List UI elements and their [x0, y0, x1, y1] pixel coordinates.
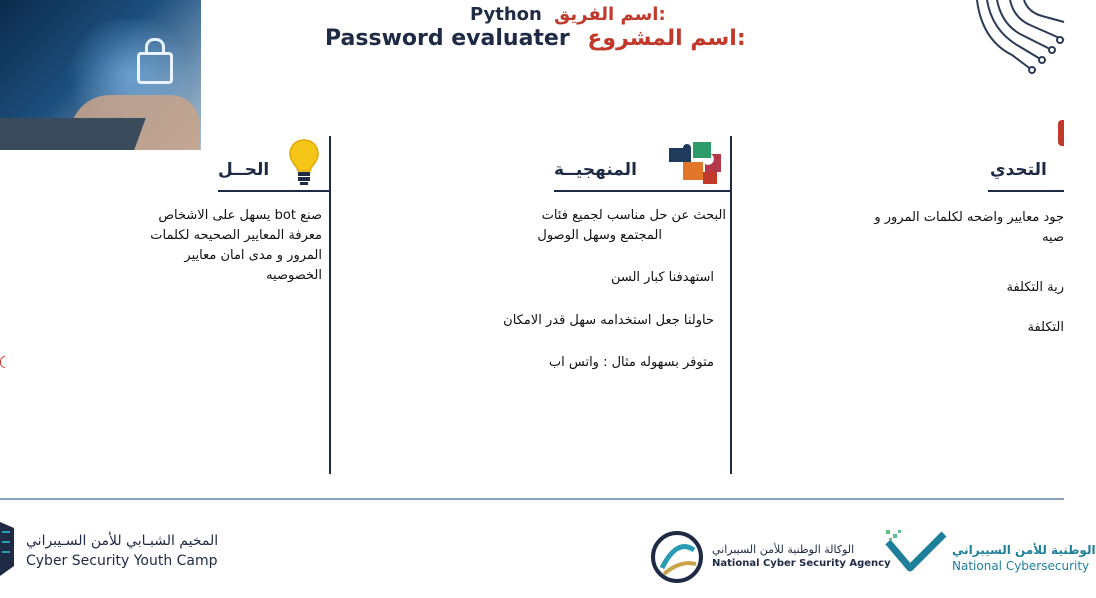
solution-line: صنع bot يسهل على الاشخاص — [158, 208, 322, 223]
methodology-line: استهدفنا كبار السن — [610, 270, 714, 285]
circuit-decoration — [972, 0, 1064, 80]
methodology-line: حاولنا جعل استخدامه سهل قدر الامكان — [503, 313, 714, 328]
edge-mark — [0, 356, 5, 368]
solution-underline — [218, 190, 330, 192]
methodology-divider — [730, 136, 732, 474]
team-label: اسم الفريق: — [554, 4, 666, 25]
lock-icon — [137, 52, 173, 84]
agency-name-ar: الوكالة الوطنية للأمن السيبراني — [712, 543, 855, 556]
solution-text — [120, 206, 322, 286]
project-value: Password evaluater — [325, 26, 570, 51]
challenge-text — [860, 208, 1064, 338]
challenge-title: التحدي — [990, 160, 1047, 180]
puzzle-icon — [665, 140, 723, 188]
methodology-line: متوفر بسهوله مثال : واتس اب — [548, 355, 714, 370]
solution-line: الخصوصيه — [266, 268, 322, 283]
solution-divider — [329, 136, 331, 474]
methodology-line: المجتمع وسهل الوصول — [537, 228, 662, 243]
camp-logo-icon — [0, 518, 16, 580]
authority-logo-icon — [884, 528, 948, 574]
agency-name-en: National Cyber Security Agency — [712, 558, 891, 569]
lightbulb-icon — [288, 138, 320, 186]
solution-title: الحــل — [218, 160, 270, 180]
methodology-underline — [554, 190, 730, 192]
challenge-item: التكلفة — [1027, 320, 1064, 335]
project-name — [325, 26, 746, 51]
challenge-underline — [988, 190, 1064, 192]
project-label: اسم المشروع: — [587, 26, 746, 51]
challenge-item: رية التكلفة — [1006, 280, 1064, 295]
footer-divider — [0, 498, 1064, 500]
authority-name-en: National Cybersecurity — [952, 559, 1090, 573]
challenge-line: جود معايير واضحه لكلمات المرور و — [874, 210, 1064, 225]
agency-logo-icon — [650, 530, 704, 584]
methodology-title: المنهجيــة — [554, 160, 637, 180]
methodology-text — [480, 206, 726, 373]
methodology-line: البحث عن حل مناسب لجميع فئات — [541, 208, 726, 223]
red-accent — [1058, 120, 1064, 146]
solution-line: معرفة المعايير الصحيحه لكلمات — [150, 228, 322, 243]
hero-photo — [0, 0, 201, 150]
team-name — [470, 4, 666, 25]
challenge-line: صيه — [1042, 230, 1064, 245]
authority-name-ar: الوطنية للأمن السيبراني — [952, 543, 1096, 557]
solution-line: المرور و مدى امان معايير — [184, 248, 322, 263]
camp-name-en: Cyber Security Youth Camp — [26, 553, 218, 569]
team-value: Python — [470, 4, 542, 25]
camp-name-ar: المخيم الشبـابي للأمن السـيبراني — [26, 533, 219, 549]
